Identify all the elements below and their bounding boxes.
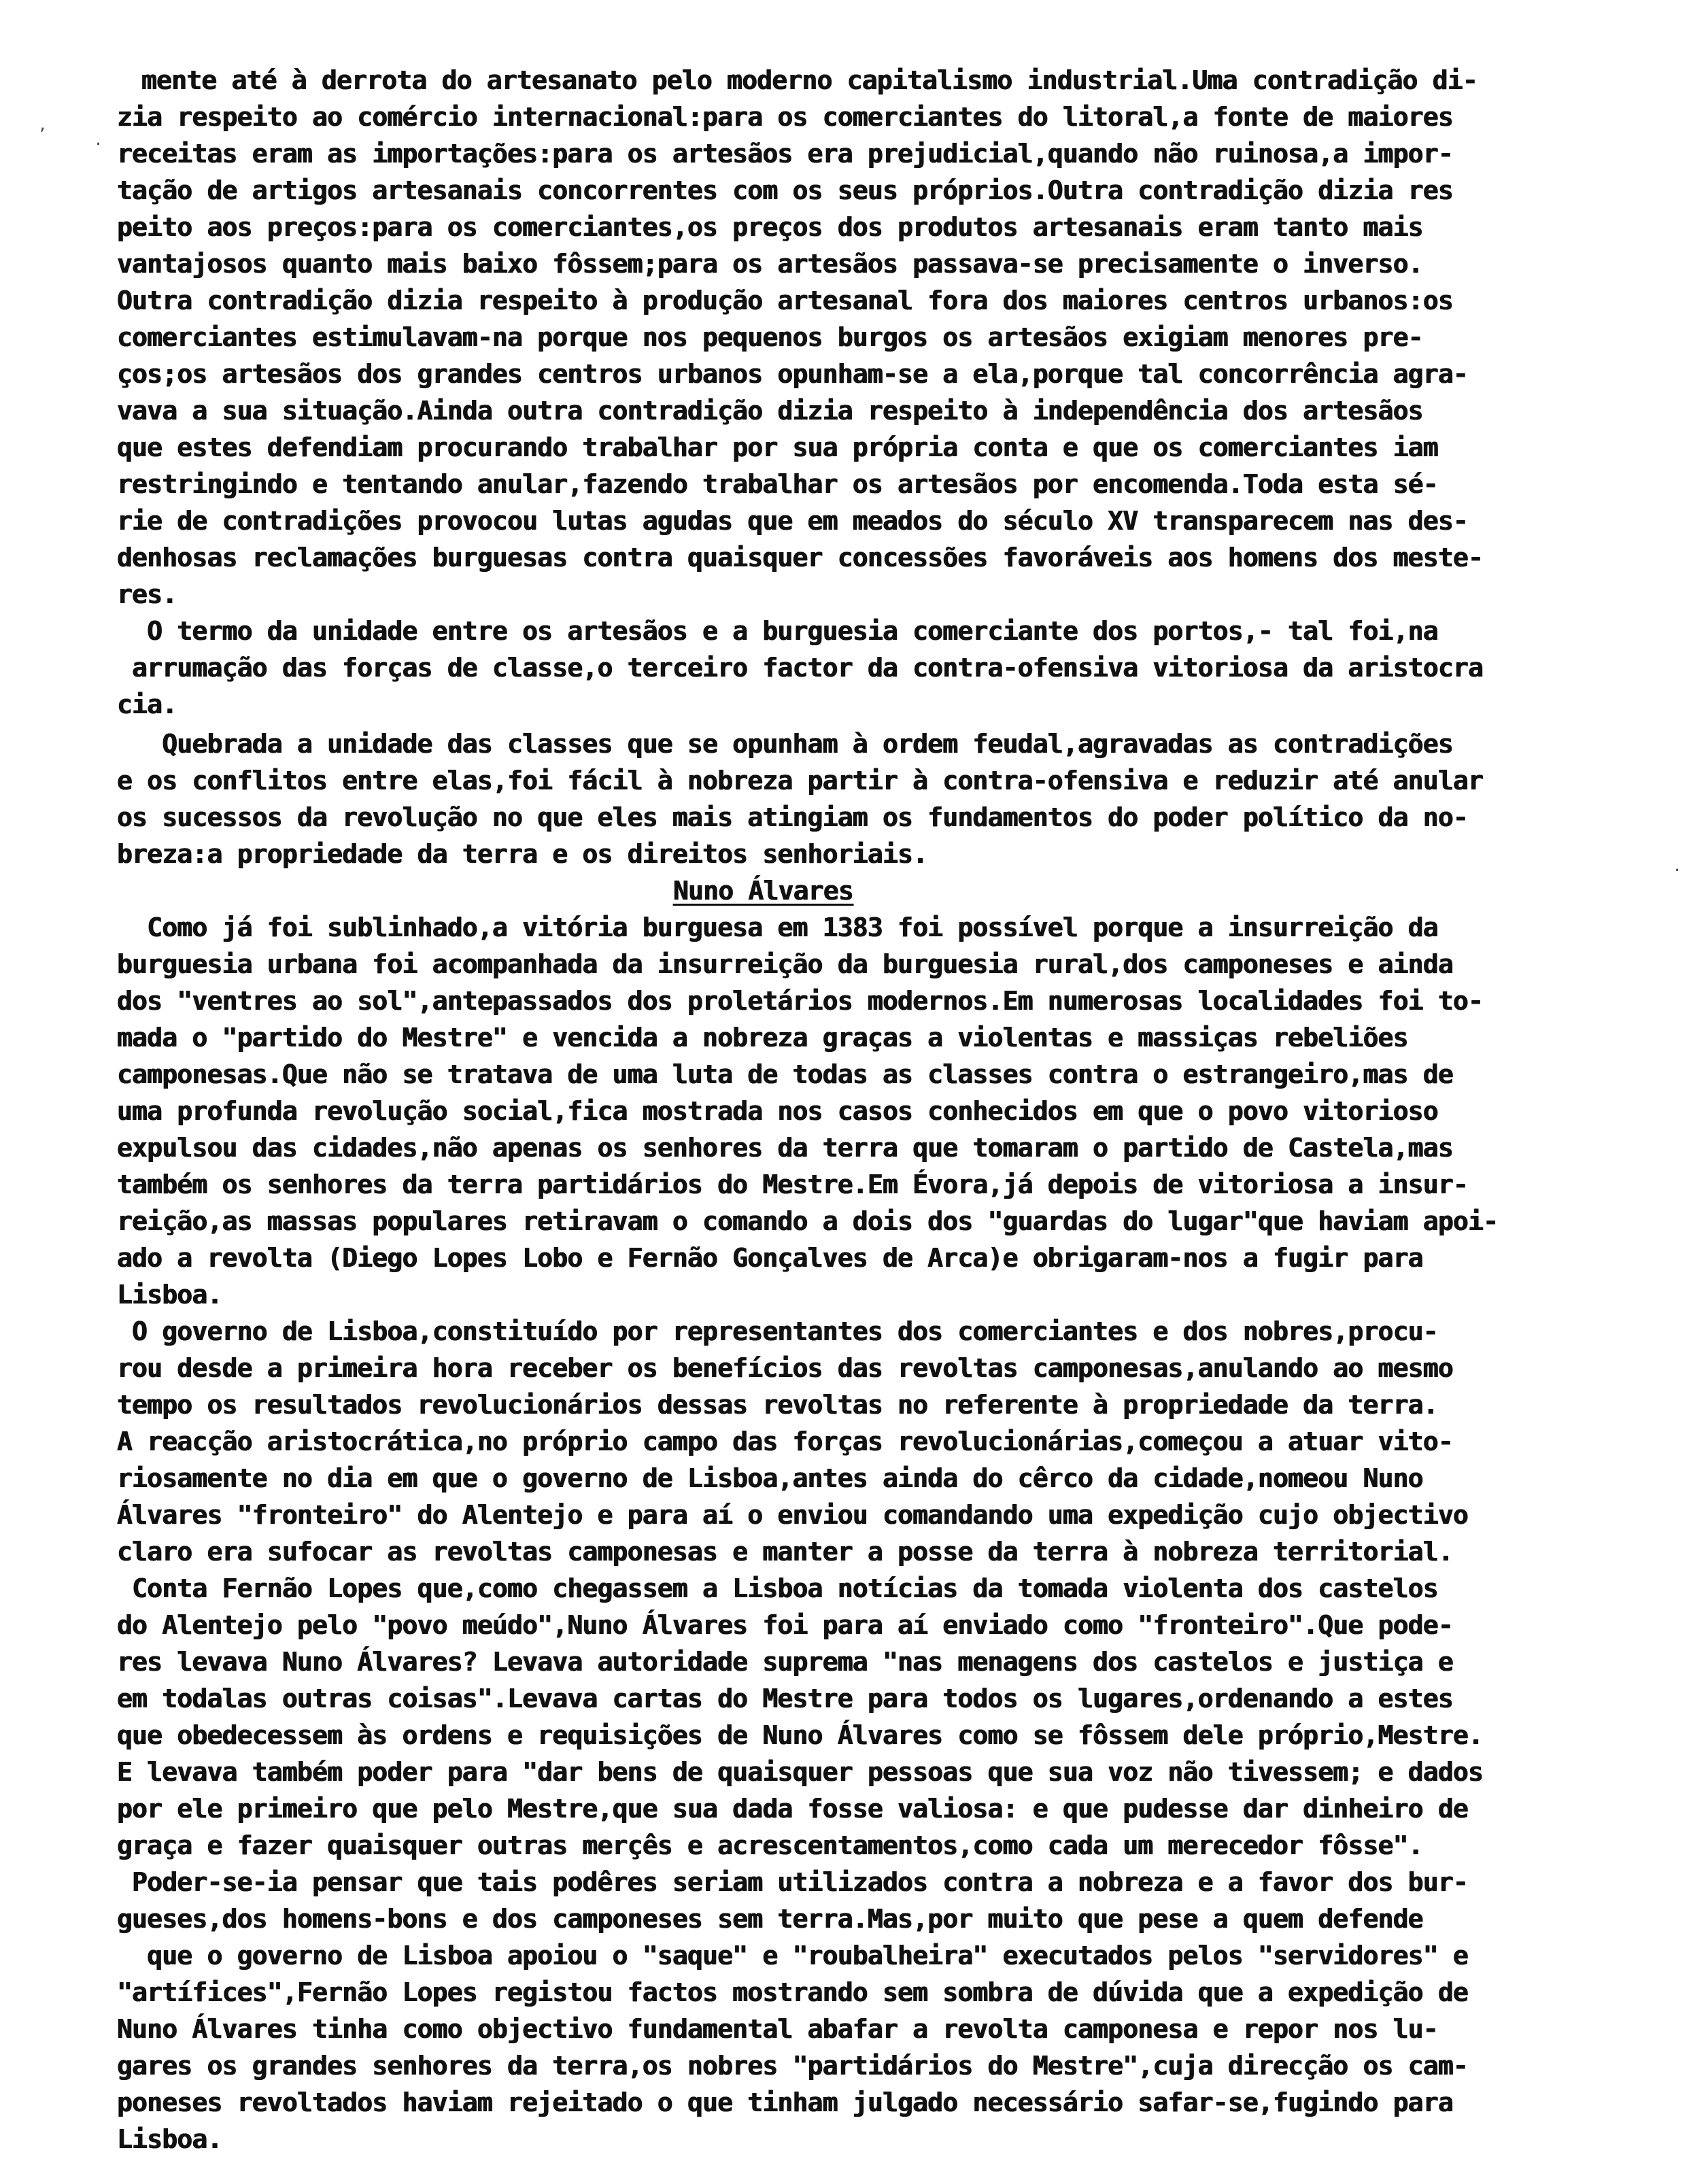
text-line: E levava também poder para "dar bens de quaisquer pessoas que sua voz não tivessem; e dados xyxy=(117,1757,1484,1787)
text-line: Nuno Álvares tinha como objectivo fundamental abafar a revolta camponesa e repor nos lu- xyxy=(117,2014,1438,2044)
text-line: res. xyxy=(117,579,177,609)
text-line: vantajosos quanto mais baixo fôssem;para os artesãos passava-se precisamente o inverso. xyxy=(117,249,1423,279)
text-line: que obedecessem às ordens e requisições de Nuno Álvares como se fôssem dele próprio,Mestre. xyxy=(117,1720,1484,1750)
text-line: rou desde a primeira hora receber os benefícios das revoltas camponesas,anulando ao mesmo xyxy=(117,1353,1453,1383)
text-line: rie de contradições provocou lutas agudas que em meados do século XV transparecem nas des- xyxy=(117,506,1469,536)
text-line: e os conflitos entre elas,foi fácil à nobreza partir à contra-ofensiva e reduzir até anular xyxy=(117,766,1484,796)
text-line: também os senhores da terra partidários do Mestre.Em Évora,já depois de vitoriosa a insur- xyxy=(117,1170,1469,1199)
text-line: do Alentejo pelo "povo meúdo",Nuno Álvares foi para aí enviado como "fronteiro".Que pode- xyxy=(117,1610,1453,1640)
text-line: Álvares "fronteiro" do Alentejo e para aí o enviou comandando uma expedição cujo objectivo xyxy=(117,1500,1469,1530)
text-line: dos "ventres ao sol",antepassados dos proletários modernos.Em numerosas localidades foi to- xyxy=(117,986,1484,1016)
text-line: Lisboa. xyxy=(117,1280,222,1310)
text-line: restringindo e tentando anular,fazendo trabalhar os artesãos por encomenda.Toda esta sé- xyxy=(117,469,1438,499)
section-heading: Nuno Álvares xyxy=(673,876,853,906)
text-line: em todalas outras coisas".Levava cartas do Mestre para todos os lugares,ordenando a estes xyxy=(117,1684,1453,1714)
text-line: Lisboa. xyxy=(117,2124,222,2154)
text-line: comerciantes estimulavam-na porque nos pequenos burgos os artesãos exigiam menores pre- xyxy=(117,322,1423,352)
text-line: O governo de Lisboa,constituído por representantes dos comerciantes e dos nobres,procu- xyxy=(117,1316,1438,1346)
text-line: Outra contradição dizia respeito à produção artesanal fora dos maiores centros urbanos:os xyxy=(117,286,1453,316)
text-line: res levava Nuno Álvares? Levava autoridade suprema "nas menagens dos castelos e justiça e xyxy=(117,1647,1453,1677)
margin-speck: · xyxy=(1673,862,1682,879)
text-line: Poder-se-ia pensar que tais podêres seriam utilizados contra a nobreza e a favor dos bur- xyxy=(117,1867,1469,1897)
text-line: receitas eram as importações:para os artesãos era prejudicial,quando não ruinosa,a impor- xyxy=(117,139,1453,169)
text-line: reição,as massas populares retiravam o comando a dois dos "guardas do lugar"que haviam apoi- xyxy=(117,1206,1499,1236)
text-line: mente até à derrota do artesanato pelo moderno capitalismo industrial.Uma contradição di- xyxy=(141,65,1478,95)
text-line: ços;os artesãos dos grandes centros urbanos opunham-se a ela,porque tal concorrência agra- xyxy=(117,359,1469,389)
text-line: arrumação das forças de classe,o terceiro factor da contra-ofensiva vitoriosa da aristocra xyxy=(117,653,1484,683)
text-line: Conta Fernão Lopes que,como chegassem a Lisboa notícias da tomada violenta dos castelos xyxy=(117,1573,1438,1603)
text-line: vava a sua situação.Ainda outra contradição dizia respeito à independência dos artesãos xyxy=(117,396,1423,426)
text-line: denhosas reclamações burguesas contra quaisquer concessões favoráveis aos homens dos meste- xyxy=(117,543,1484,573)
text-line: mada o "partido do Mestre" e vencida a nobreza graças a violentas e massiças rebeliões xyxy=(117,1023,1408,1053)
text-line: uma profunda revolução social,fica mostrada nos casos conhecidos em que o povo vitorioso xyxy=(117,1096,1438,1126)
margin-speck: · xyxy=(94,136,103,153)
text-line: por ele primeiro que pelo Mestre,que sua dada fosse valiosa: e que pudesse dar dinheiro de xyxy=(117,1794,1469,1824)
text-line: "artífices",Fernão Lopes registou factos mostrando sem sombra de dúvida que a expedição de xyxy=(117,1977,1469,2007)
text-line: que o governo de Lisboa apoiou o "saque" e "roubalheira" executados pelos "servidores" e xyxy=(117,1941,1469,1971)
text-line: burguesia urbana foi acompanhada da insurreição da burguesia rural,dos camponeses e ainda xyxy=(117,949,1453,979)
text-line: breza:a propriedade da terra e os direitos senhoriais. xyxy=(117,839,928,869)
text-line: gueses,dos homens-bons e dos camponeses sem terra.Mas,por muito que pese a quem defende xyxy=(117,1904,1423,1934)
text-line: gares os grandes senhores da terra,os nobres "partidários do Mestre",cuja direcção os cam- xyxy=(117,2051,1469,2081)
text-line: poneses revoltados haviam rejeitado o que tinham julgado necessário safar-se,fugindo para xyxy=(117,2087,1453,2117)
text-line: expulsou das cidades,não apenas os senhores da terra que tomaram o partido de Castela,mas xyxy=(117,1133,1453,1163)
margin-speck: , xyxy=(38,117,48,134)
text-line: Como já foi sublinhado,a vitória burguesa em 1383 foi possível porque a insurreição da xyxy=(117,913,1438,942)
text-line: cia. xyxy=(117,689,177,719)
text-line: os sucessos da revolução no que eles mais atingiam os fundamentos do poder político da no- xyxy=(117,802,1469,832)
text-line: graça e fazer quaisquer outras merçês e acrescentamentos,como cada um merecedor fôsse". xyxy=(117,1830,1423,1860)
text-line: Quebrada a unidade das classes que se opunham à ordem feudal,agravadas as contradições xyxy=(117,729,1453,759)
text-line: tempo os resultados revolucionários dessas revoltas no referente à propriedade da terra. xyxy=(117,1390,1438,1420)
text-line: riosamente no dia em que o governo de Lisboa,antes ainda do cêrco da cidade,nomeou Nuno xyxy=(117,1463,1423,1493)
text-line: tação de artigos artesanais concorrentes com os seus próprios.Outra contradição dizia res xyxy=(117,175,1453,205)
text-line: A reacção aristocrática,no próprio campo das forças revolucionárias,começou a atuar vito- xyxy=(117,1427,1453,1456)
text-line: peito aos preços:para os comerciantes,os preços dos produtos artesanais eram tanto mais xyxy=(117,212,1423,242)
text-line: ado a revolta (Diego Lopes Lobo e Fernão Gonçalves de Arca)e obrigaram-nos a fugir para xyxy=(117,1243,1423,1273)
text-line: claro era sufocar as revoltas camponesas e manter a posse da terra à nobreza territorial. xyxy=(117,1537,1453,1567)
text-line: zia respeito ao comércio internacional:para os comerciantes do litoral,a fonte de maiores xyxy=(117,102,1453,132)
text-line: camponesas.Que não se tratava de uma luta de todas as classes contra o estrangeiro,mas de xyxy=(117,1059,1453,1089)
text-line: O termo da unidade entre os artesãos e a burguesia comerciante dos portos,- tal foi,na xyxy=(117,616,1438,646)
text-line: que estes defendiam procurando trabalhar por sua própria conta e que os comerciantes iam xyxy=(117,432,1438,462)
